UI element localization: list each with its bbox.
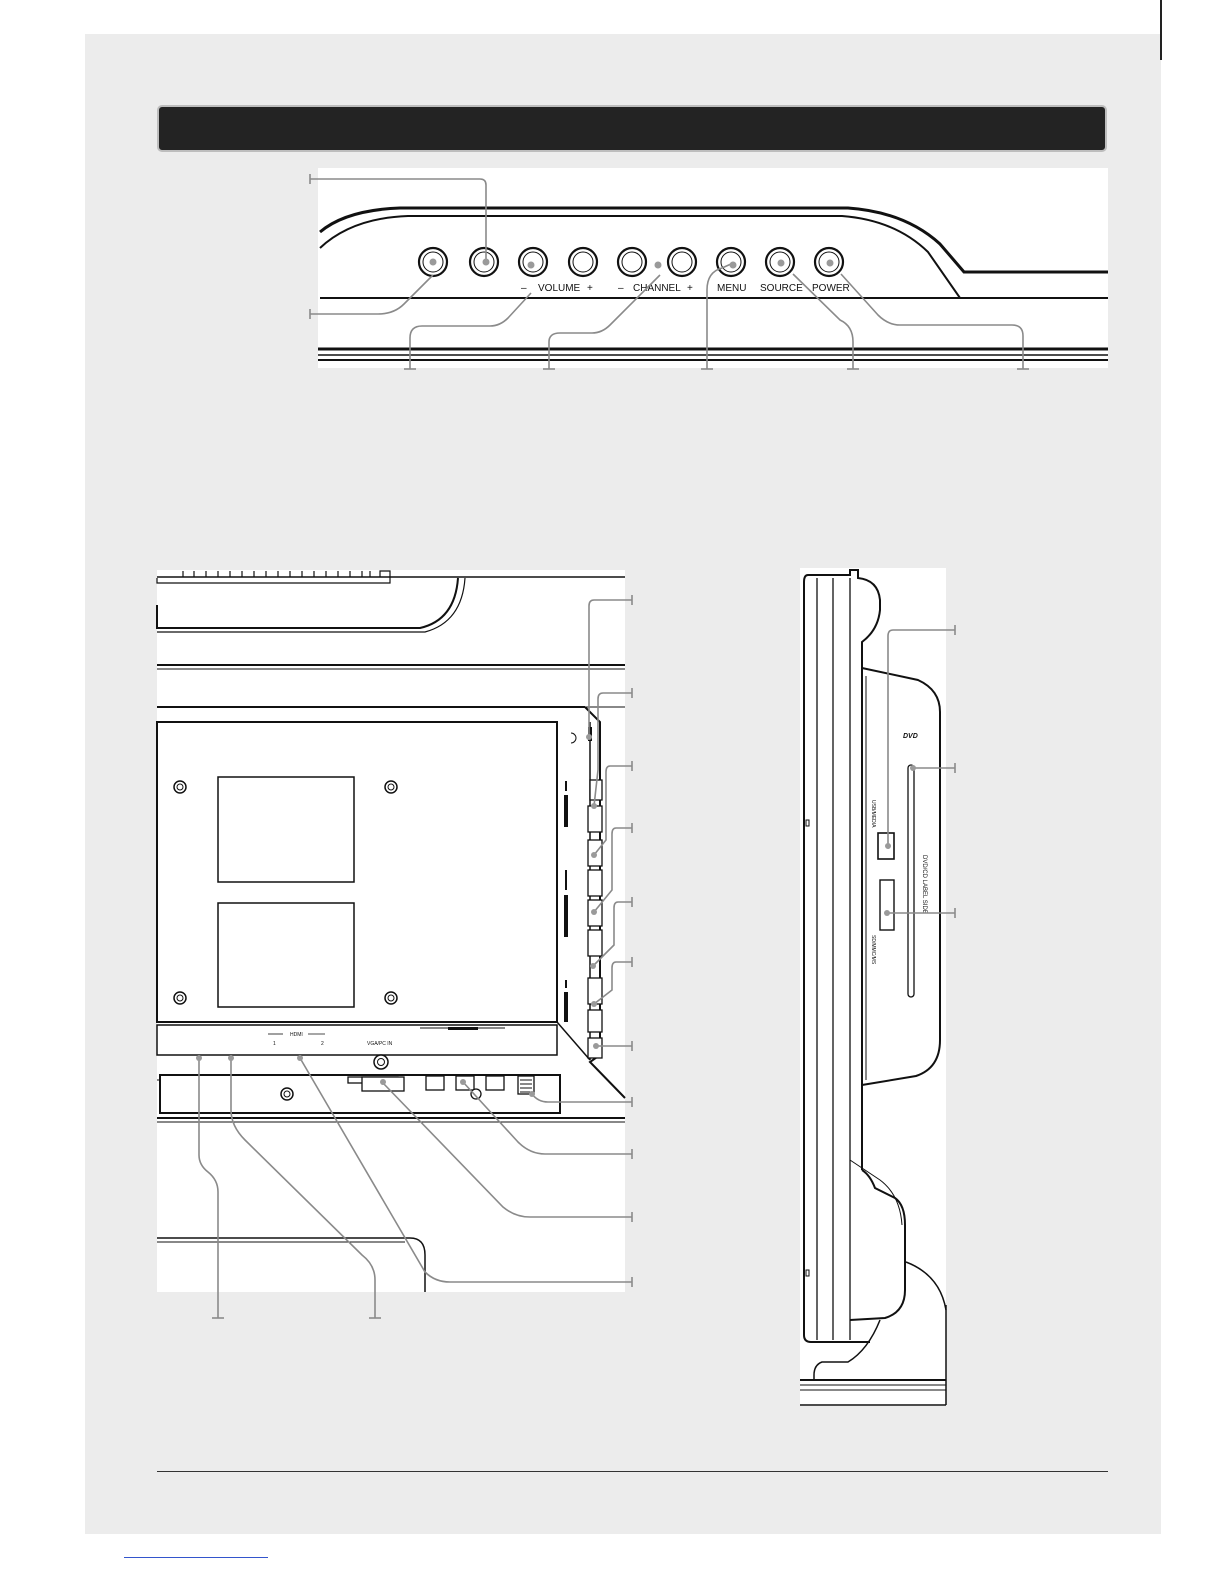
hdmi-1-label: 1	[273, 1041, 276, 1047]
vga-pc-in-label: VGA/PC IN	[367, 1041, 393, 1047]
disc-slot	[908, 765, 914, 997]
dvd-logo: DVD	[903, 733, 918, 740]
volume-minus-label: –	[521, 283, 527, 294]
headphone-icon	[571, 733, 576, 743]
footer-link-underline[interactable]	[124, 1557, 268, 1558]
volume-plus-label: +	[587, 283, 593, 294]
power-label: POWER	[812, 283, 850, 294]
menu-label: MENU	[717, 283, 747, 294]
hdmi-2-label: 2	[321, 1041, 324, 1047]
side-callout-lines	[887, 625, 955, 918]
volume-label: VOLUME	[538, 283, 581, 294]
source-label: SOURCE	[760, 283, 803, 294]
card-reader-slot	[880, 880, 894, 930]
channel-minus-label: –	[618, 283, 624, 294]
side-connector-bars	[448, 727, 592, 1030]
front-callout-lines	[310, 174, 1029, 369]
front-control-panel	[318, 208, 1108, 360]
bottom-connectors	[348, 1076, 534, 1094]
side-edge-marks	[806, 820, 809, 1276]
hdmi-label: HDMI	[290, 1032, 303, 1038]
side-panel-drawing	[800, 570, 946, 1405]
vesa-plates	[218, 777, 354, 1007]
side-connector-column	[588, 780, 602, 1058]
usb-label: USB/MEDIA	[870, 800, 876, 828]
disc-label-side-text: DVD/CD LABEL SIDE	[921, 855, 927, 914]
channel-plus-label: +	[687, 283, 693, 294]
card-reader-label: SD/MMC/MS	[870, 935, 876, 965]
channel-label: CHANNEL	[633, 283, 681, 294]
footer-rule	[157, 1471, 1108, 1472]
